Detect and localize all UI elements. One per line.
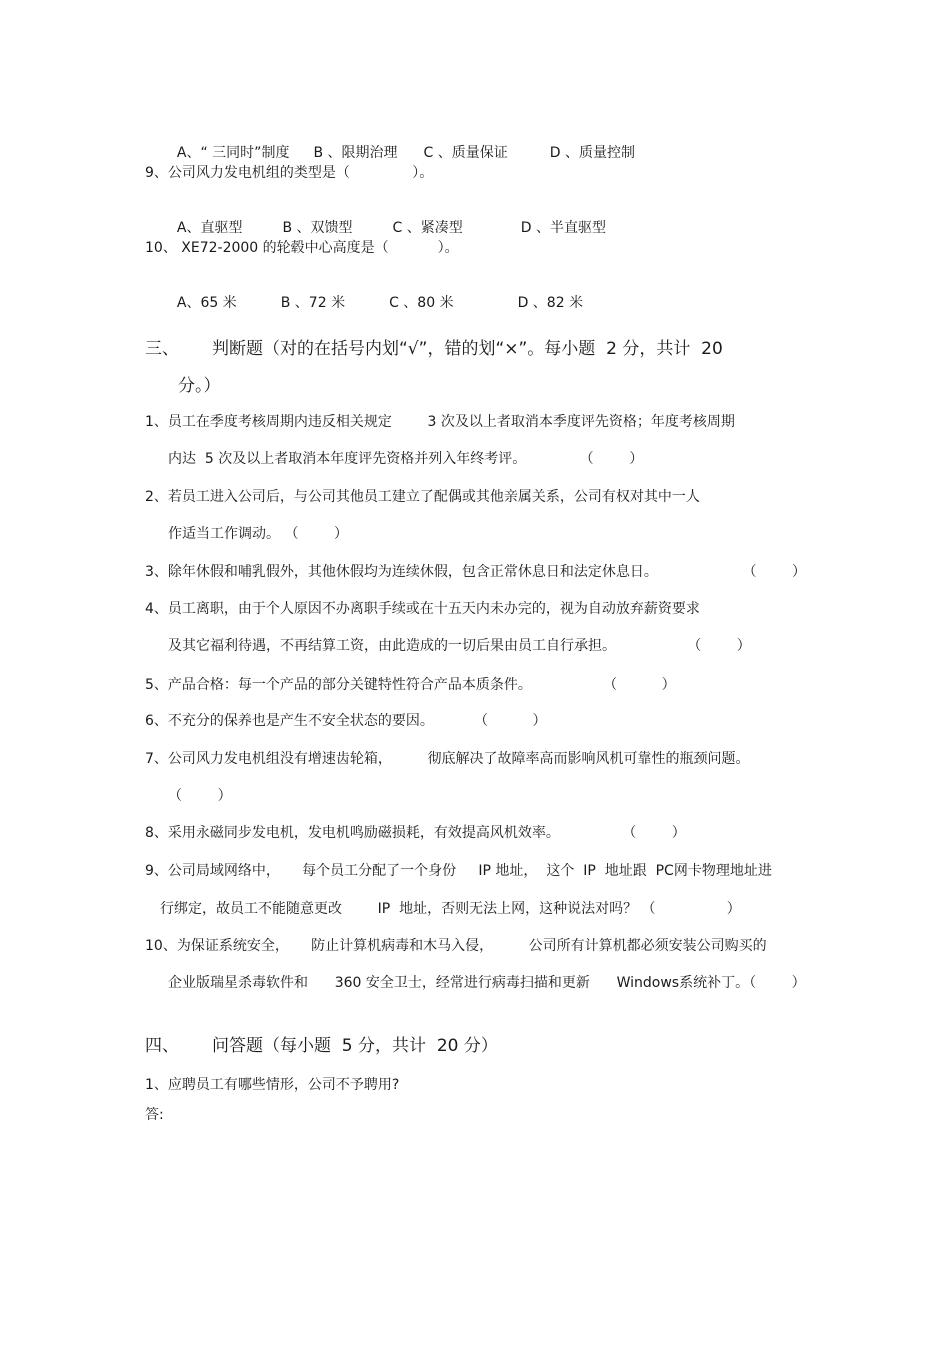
section-4-number: 四、 [145,1036,179,1056]
judge-item-10-line2: 企业版瑞星杀毒软件和 360 安全卫士，经常进行病毒扫描和更新 Windows系统补丁。（ ） [168,975,806,991]
judge-item-7-line2: （ ） [168,788,232,804]
section-3-title: 判断题（对的在括号内划“√”，错的划“×”。每小题 2 分，共计 20 [212,339,723,359]
judge-item-3-line1: 3、除年休假和哺乳假外，其他休假均为连续休假，包含正常休息日和法定休息日。 （ ） [145,564,807,580]
q9-option-d: D 、半直驱型 [520,220,607,236]
section-3-title-cont: 分。） [178,376,221,396]
q10-option-d: D 、82 米 [517,295,584,311]
q10-option-c: C 、80 米 [389,295,454,311]
q9-option-a: A、直驱型 [176,220,243,236]
q8-option-a: A、“ 三同时”制度 [176,145,290,161]
q10-options [168,276,583,312]
judge-item-1-line2: 内达 5 次及以上者取消本年度评先资格并列入年终考评。 （ ） [168,451,644,467]
judge-item-4-line2: 及其它福利待遇，不再结算工资，由此造成的一切后果由员工自行承担。 （ ） [168,638,751,654]
judge-item-10-line1: 10、为保证系统安全， 防止计算机病毒和木马入侵， 公司所有计算机都必须安装公司购买的 [145,938,767,954]
section-4-title: 问答题（每小题 5 分，共计 20 分） [212,1036,498,1056]
judge-item-1-line1: 1、员工在季度考核周期内违反相关规定 3 次及以上者取消本季度评先资格；年度考核周期 [145,414,735,430]
essay-question-1: 1、应聘员工有哪些情形，公司不予聘用? [145,1077,400,1093]
judge-item-4-line1: 4、员工离职，由于个人原因不办离职手续或在十五天内未办完的，视为自动放弃薪资要求 [145,601,700,617]
judge-item-6-line1: 6、不充分的保养也是产生不安全状态的要因。 （ ） [145,713,547,729]
judge-item-8-line1: 8、采用永磁同步发电机，发电机鸣励磁损耗，有效提高风机效率。 （ ） [145,825,686,841]
answer-label: 答: [145,1107,164,1123]
judge-item-2-line2: 作适当工作调动。 （ ） [168,526,349,542]
question-10: 10、 XE72-2000 的轮毂中心高度是（ ）。 [145,240,459,256]
section-3-number: 三、 [145,339,179,359]
q8-option-b: B 、限期治理 [313,145,398,161]
q10-option-b: B 、72 米 [280,295,346,311]
q9-option-c: C 、紧凑型 [392,220,463,236]
judge-item-7-line1: 7、公司风力发电机组没有增速齿轮箱， 彻底解决了故障率高而影响风机可靠性的瓶颈问题。 [145,751,750,767]
judge-item-9-line2: 行绑定，故员工不能随意更改 IP 地址，否则无法上网，这种说法对吗？ （ ） [160,901,741,917]
q8-option-d: D 、质量控制 [549,145,635,161]
judge-item-2-line1: 2、若员工进入公司后，与公司其他员工建立了配偶或其他亲属关系，公司有权对其中一人 [145,489,700,505]
q10-option-a: A、65 米 [176,295,237,311]
question-9: 9、公司风力发电机组的类型是（ ）。 [145,165,434,181]
q8-options [168,126,635,162]
q9-options [168,201,606,237]
judge-item-5-line1: 5、产品合格：每一个产品的部分关键特性符合产品本质条件。 （ ） [145,677,676,693]
q9-option-b: B 、双馈型 [282,220,353,236]
q8-option-c: C 、质量保证 [423,145,508,161]
judge-item-9-line1: 9、公司局域网络中， 每个员工分配了一个身份 IP 地址， 这个 IP 地址跟 PC网卡物理地址进 [145,863,772,879]
